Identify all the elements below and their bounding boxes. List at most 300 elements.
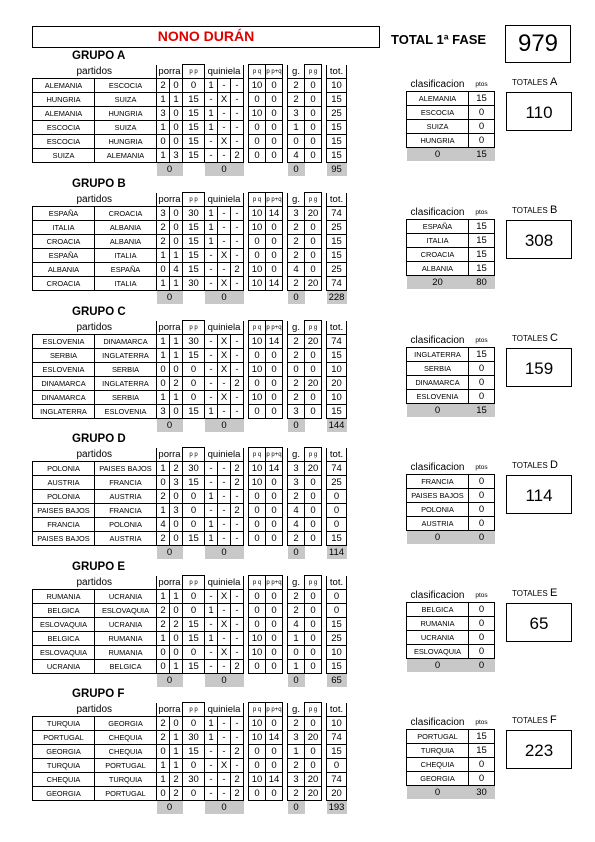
porra-away: 0 xyxy=(170,646,183,660)
pg: 0 xyxy=(305,660,322,674)
quiniela-1: - xyxy=(205,249,218,263)
quiniela-2: - xyxy=(231,717,244,731)
porra-away: 2 xyxy=(170,377,183,391)
quiniela-2: - xyxy=(231,79,244,93)
classification-points: 0 xyxy=(469,772,495,786)
quiniela-1: 1 xyxy=(205,79,218,93)
header-ppq: p p+q xyxy=(266,448,283,462)
porra-home: 1 xyxy=(157,335,170,349)
away-team: POLONIA xyxy=(95,518,157,532)
classification-team: RUMANIA xyxy=(407,617,469,631)
blank-cell xyxy=(33,419,157,433)
goals: 4 xyxy=(288,518,305,532)
title-box xyxy=(32,26,380,48)
away-team: BELGICA xyxy=(95,660,157,674)
porra-home: 1 xyxy=(157,773,170,787)
ppq: 0 xyxy=(266,263,283,277)
home-team: AUSTRIA xyxy=(33,476,95,490)
classification-footer xyxy=(407,276,495,290)
home-team: HUNGRIA xyxy=(33,93,95,107)
group-total-value: 110 xyxy=(506,92,572,131)
quiniela-1: 1 xyxy=(205,717,218,731)
quiniela-1: - xyxy=(205,660,218,674)
quiniela-2: - xyxy=(231,759,244,773)
pq: 10 xyxy=(249,462,266,476)
classification-points: 0 xyxy=(469,503,495,517)
home-team: ESLOVAQUIA xyxy=(33,646,95,660)
table-row xyxy=(33,759,347,773)
classification-row xyxy=(407,744,495,758)
header-row xyxy=(33,448,347,462)
header-partidos: partidos xyxy=(33,448,157,462)
total: 25 xyxy=(327,221,347,235)
table-row xyxy=(33,604,347,618)
sum-porra: 0 xyxy=(157,291,183,305)
pg: 0 xyxy=(305,391,322,405)
classification-row xyxy=(407,603,495,617)
pp: 0 xyxy=(183,504,205,518)
classification-team: PAISES BAJOS xyxy=(407,489,469,503)
ppq: 0 xyxy=(266,632,283,646)
quiniela-x: X xyxy=(218,391,231,405)
group-total-value: 114 xyxy=(506,475,572,514)
porra-away: 3 xyxy=(170,476,183,490)
total: 15 xyxy=(327,121,347,135)
blank-cell xyxy=(305,674,327,688)
quiniela-x: - xyxy=(218,263,231,277)
away-team: PORTUGAL xyxy=(95,787,157,801)
home-team: RUMANIA xyxy=(33,590,95,604)
table-row xyxy=(33,731,347,745)
classification-total: 0 xyxy=(469,531,495,545)
porra-away: 1 xyxy=(170,277,183,291)
porra-home: 1 xyxy=(157,504,170,518)
blank-cell xyxy=(33,674,157,688)
quiniela-2: 2 xyxy=(231,773,244,787)
matches-table xyxy=(32,320,347,432)
away-team: GEORGIA xyxy=(95,717,157,731)
away-team: RUMANIA xyxy=(95,646,157,660)
pq: 0 xyxy=(249,504,266,518)
pg: 0 xyxy=(305,349,322,363)
table-row xyxy=(33,745,347,759)
classification-header xyxy=(407,716,495,730)
classification-footer xyxy=(407,786,495,800)
header-ppq: p p+q xyxy=(266,576,283,590)
group-title: GRUPO F xyxy=(72,688,125,700)
table-row xyxy=(33,263,347,277)
quiniela-2: 2 xyxy=(231,263,244,277)
porra-home: 0 xyxy=(157,363,170,377)
porra-home: 2 xyxy=(157,618,170,632)
porra-away: 1 xyxy=(170,335,183,349)
header-tot: tot. xyxy=(327,576,347,590)
away-team: CROACIA xyxy=(95,207,157,221)
sum-total: 193 xyxy=(327,801,347,815)
pg: 0 xyxy=(305,79,322,93)
home-team: ESPAÑA xyxy=(33,249,95,263)
totales-label: TOTALES xyxy=(512,334,548,343)
sum-porra: 0 xyxy=(157,163,183,177)
group-totals-label xyxy=(512,204,557,216)
porra-home: 1 xyxy=(157,249,170,263)
header-tot: tot. xyxy=(327,65,347,79)
classification-row xyxy=(407,262,495,276)
pg: 0 xyxy=(305,135,322,149)
classification-row xyxy=(407,617,495,631)
ppq: 0 xyxy=(266,646,283,660)
classification-row xyxy=(407,489,495,503)
table-row xyxy=(33,773,347,787)
ppq: 14 xyxy=(266,207,283,221)
quiniela-1: - xyxy=(205,349,218,363)
header-ptos: ptos xyxy=(469,716,495,730)
quiniela-x: - xyxy=(218,773,231,787)
blank-cell xyxy=(305,291,327,305)
pq: 0 xyxy=(249,660,266,674)
header-pp: p p xyxy=(183,193,205,207)
header-ptos: ptos xyxy=(469,461,495,475)
table-row xyxy=(33,787,347,801)
porra-away: 0 xyxy=(170,79,183,93)
classification-points: 15 xyxy=(469,744,495,758)
pq: 0 xyxy=(249,235,266,249)
porra-home: 1 xyxy=(157,590,170,604)
porra-away: 0 xyxy=(170,518,183,532)
totales-label: TOTALES xyxy=(512,206,548,215)
pq: 0 xyxy=(249,590,266,604)
header-ppq: p p+q xyxy=(266,703,283,717)
total-phase-label: TOTAL 1ª FASE xyxy=(391,32,487,47)
pg: 0 xyxy=(305,490,322,504)
header-tot: tot. xyxy=(327,448,347,462)
sum-goals: 0 xyxy=(288,674,305,688)
goals: 2 xyxy=(288,787,305,801)
quiniela-2: - xyxy=(231,363,244,377)
table-row xyxy=(33,391,347,405)
header-tot: tot. xyxy=(327,193,347,207)
classification-bonus: 0 xyxy=(407,659,469,673)
pg: 20 xyxy=(305,335,322,349)
quiniela-x: X xyxy=(218,618,231,632)
group-title: GRUPO D xyxy=(72,433,126,445)
classification-table xyxy=(406,716,495,799)
classification-points: 15 xyxy=(469,262,495,276)
header-g: g. xyxy=(288,448,305,462)
classification-team: ESLOVAQUIA xyxy=(407,645,469,659)
quiniela-x: - xyxy=(218,235,231,249)
ppq: 0 xyxy=(266,107,283,121)
pq: 0 xyxy=(249,121,266,135)
pp: 15 xyxy=(183,107,205,121)
total: 10 xyxy=(327,717,347,731)
porra-away: 1 xyxy=(170,731,183,745)
ppq: 0 xyxy=(266,93,283,107)
porra-away: 0 xyxy=(170,490,183,504)
classification-row xyxy=(407,772,495,786)
classification-row xyxy=(407,348,495,362)
ppq: 14 xyxy=(266,335,283,349)
quiniela-1: 1 xyxy=(205,207,218,221)
header-porra: porra xyxy=(158,703,181,715)
home-team: CROACIA xyxy=(33,277,95,291)
total: 25 xyxy=(327,107,347,121)
porra-home: 4 xyxy=(157,518,170,532)
table-row xyxy=(33,590,347,604)
away-team: SERBIA xyxy=(95,363,157,377)
table-row xyxy=(33,235,347,249)
goals: 2 xyxy=(288,759,305,773)
pq: 10 xyxy=(249,221,266,235)
goals: 2 xyxy=(288,532,305,546)
porra-away: 2 xyxy=(170,773,183,787)
pq: 10 xyxy=(249,107,266,121)
table-row xyxy=(33,618,347,632)
pg: 0 xyxy=(305,590,322,604)
pq: 0 xyxy=(249,249,266,263)
porra-home: 0 xyxy=(157,377,170,391)
header-ptos: ptos xyxy=(469,78,495,92)
pp: 30 xyxy=(183,335,205,349)
quiniela-2: - xyxy=(231,590,244,604)
goals: 3 xyxy=(288,731,305,745)
ppq: 0 xyxy=(266,79,283,93)
table-row xyxy=(33,504,347,518)
total: 20 xyxy=(327,377,347,391)
totales-label: TOTALES xyxy=(512,589,548,598)
total: 74 xyxy=(327,277,347,291)
classification-bonus: 0 xyxy=(407,404,469,418)
goals: 1 xyxy=(288,745,305,759)
blank-cell xyxy=(183,546,205,560)
sum-total: 114 xyxy=(327,546,347,560)
total: 15 xyxy=(327,349,347,363)
quiniela-1: - xyxy=(205,476,218,490)
pp: 15 xyxy=(183,135,205,149)
classification-team: BELGICA xyxy=(407,603,469,617)
porra-home: 2 xyxy=(157,79,170,93)
pg: 0 xyxy=(305,363,322,377)
quiniela-2: - xyxy=(231,249,244,263)
blank-cell xyxy=(305,163,327,177)
quiniela-1: 1 xyxy=(205,490,218,504)
pg: 0 xyxy=(305,249,322,263)
sum-total: 65 xyxy=(327,674,347,688)
quiniela-1: - xyxy=(205,135,218,149)
group-letter: A xyxy=(549,76,558,88)
porra-away: 2 xyxy=(170,787,183,801)
ppq: 0 xyxy=(266,759,283,773)
pg: 0 xyxy=(305,235,322,249)
blank-cell xyxy=(244,674,288,688)
porra-home: 0 xyxy=(157,787,170,801)
classification-points: 15 xyxy=(469,348,495,362)
porra-away: 1 xyxy=(170,93,183,107)
header-clasificacion: clasificacion xyxy=(410,462,465,473)
pp: 15 xyxy=(183,476,205,490)
header-partidos: partidos xyxy=(33,576,157,590)
classification-header xyxy=(407,589,495,603)
pq: 0 xyxy=(249,149,266,163)
pg: 0 xyxy=(305,618,322,632)
classification-points: 0 xyxy=(469,390,495,404)
goals: 2 xyxy=(288,377,305,391)
porra-away: 0 xyxy=(170,107,183,121)
group-total-value: 159 xyxy=(506,348,572,387)
goals: 2 xyxy=(288,221,305,235)
total-phase-value: 979 xyxy=(505,25,571,63)
pp: 15 xyxy=(183,405,205,419)
porra-away: 0 xyxy=(170,121,183,135)
home-team: TURQUIA xyxy=(33,717,95,731)
home-team: GEORGIA xyxy=(33,745,95,759)
ppq: 0 xyxy=(266,532,283,546)
classification-row xyxy=(407,645,495,659)
classification-total: 80 xyxy=(469,276,495,290)
total: 25 xyxy=(327,632,347,646)
quiniela-1: - xyxy=(205,277,218,291)
pg: 0 xyxy=(305,532,322,546)
quiniela-x: X xyxy=(218,93,231,107)
pp: 0 xyxy=(183,717,205,731)
header-pp: p p xyxy=(183,65,205,79)
classification-table xyxy=(406,206,495,289)
header-clasificacion: clasificacion xyxy=(410,717,465,728)
pp: 15 xyxy=(183,349,205,363)
home-team: DINAMARCA xyxy=(33,391,95,405)
quiniela-x: - xyxy=(218,221,231,235)
sum-quiniela: 0 xyxy=(205,546,244,560)
classification-team: ESLOVENIA xyxy=(407,390,469,404)
goals: 2 xyxy=(288,93,305,107)
goals: 2 xyxy=(288,349,305,363)
quiniela-1: - xyxy=(205,773,218,787)
blank-cell xyxy=(183,163,205,177)
goals: 2 xyxy=(288,490,305,504)
classification-team: TURQUIA xyxy=(407,744,469,758)
quiniela-1: - xyxy=(205,745,218,759)
group-total-value: 223 xyxy=(506,730,572,769)
group-letter: E xyxy=(549,587,558,599)
pg: 0 xyxy=(305,604,322,618)
pq: 10 xyxy=(249,79,266,93)
porra-home: 0 xyxy=(157,263,170,277)
classification-points: 0 xyxy=(469,758,495,772)
table-row xyxy=(33,532,347,546)
home-team: ESCOCIA xyxy=(33,135,95,149)
pg: 20 xyxy=(305,377,322,391)
pq: 0 xyxy=(249,93,266,107)
quiniela-2: 2 xyxy=(231,504,244,518)
sum-quiniela: 0 xyxy=(205,291,244,305)
header-pg: p g xyxy=(305,193,322,207)
classification-team: AUSTRIA xyxy=(407,517,469,531)
total: 10 xyxy=(327,79,347,93)
classification-points: 0 xyxy=(469,489,495,503)
sum-quiniela: 0 xyxy=(205,419,244,433)
pp: 15 xyxy=(183,249,205,263)
goals: 1 xyxy=(288,660,305,674)
pp: 15 xyxy=(183,263,205,277)
classification-total: 0 xyxy=(469,659,495,673)
ppq: 0 xyxy=(266,149,283,163)
quiniela-1: 1 xyxy=(205,731,218,745)
pp: 0 xyxy=(183,363,205,377)
quiniela-1: - xyxy=(205,93,218,107)
away-team: ALEMANIA xyxy=(95,149,157,163)
goals: 0 xyxy=(288,363,305,377)
classification-points: 0 xyxy=(469,376,495,390)
porra-away: 2 xyxy=(170,462,183,476)
header-pg: p g xyxy=(305,703,322,717)
goals: 3 xyxy=(288,476,305,490)
group-letter: C xyxy=(549,332,558,344)
porra-home: 2 xyxy=(157,717,170,731)
matches-table xyxy=(32,192,347,304)
porra-home: 0 xyxy=(157,135,170,149)
quiniela-x: X xyxy=(218,646,231,660)
quiniela-x: - xyxy=(218,79,231,93)
away-team: ALBANIA xyxy=(95,235,157,249)
quiniela-2: - xyxy=(231,731,244,745)
pp: 0 xyxy=(183,518,205,532)
quiniela-x: - xyxy=(218,532,231,546)
quiniela-x: - xyxy=(218,462,231,476)
totales-label: TOTALES xyxy=(512,716,548,725)
pp: 15 xyxy=(183,93,205,107)
header-clasificacion: clasificacion xyxy=(410,207,465,218)
pp: 0 xyxy=(183,79,205,93)
quiniela-2: - xyxy=(231,632,244,646)
table-row xyxy=(33,107,347,121)
classification-team: HUNGRIA xyxy=(407,134,469,148)
porra-away: 1 xyxy=(170,745,183,759)
ppq: 0 xyxy=(266,363,283,377)
goals: 4 xyxy=(288,149,305,163)
table-row xyxy=(33,632,347,646)
away-team: AUSTRIA xyxy=(95,490,157,504)
pg: 0 xyxy=(305,476,322,490)
classification-footer xyxy=(407,659,495,673)
matches-table xyxy=(32,447,347,559)
total: 10 xyxy=(327,363,347,377)
total: 0 xyxy=(327,604,347,618)
porra-away: 3 xyxy=(170,504,183,518)
group-title: GRUPO B xyxy=(72,178,126,190)
goals: 3 xyxy=(288,462,305,476)
away-team: FRANCIA xyxy=(95,476,157,490)
porra-away: 0 xyxy=(170,532,183,546)
classification-total: 30 xyxy=(469,786,495,800)
total: 15 xyxy=(327,618,347,632)
header-porra: porra xyxy=(158,321,181,333)
ppq: 0 xyxy=(266,405,283,419)
home-team: PAISES BAJOS xyxy=(33,532,95,546)
header-pg: p g xyxy=(305,321,322,335)
porra-home: 0 xyxy=(157,646,170,660)
blank-cell xyxy=(33,163,157,177)
porra-home: 3 xyxy=(157,207,170,221)
header-pq: p q xyxy=(249,703,266,717)
header-quiniela: quiniela xyxy=(205,448,244,462)
home-team: PORTUGAL xyxy=(33,731,95,745)
quiniela-2: - xyxy=(231,618,244,632)
table-row xyxy=(33,490,347,504)
header-pq: p q xyxy=(249,448,266,462)
porra-away: 0 xyxy=(170,363,183,377)
quiniela-x: X xyxy=(218,277,231,291)
sum-goals: 0 xyxy=(288,163,305,177)
